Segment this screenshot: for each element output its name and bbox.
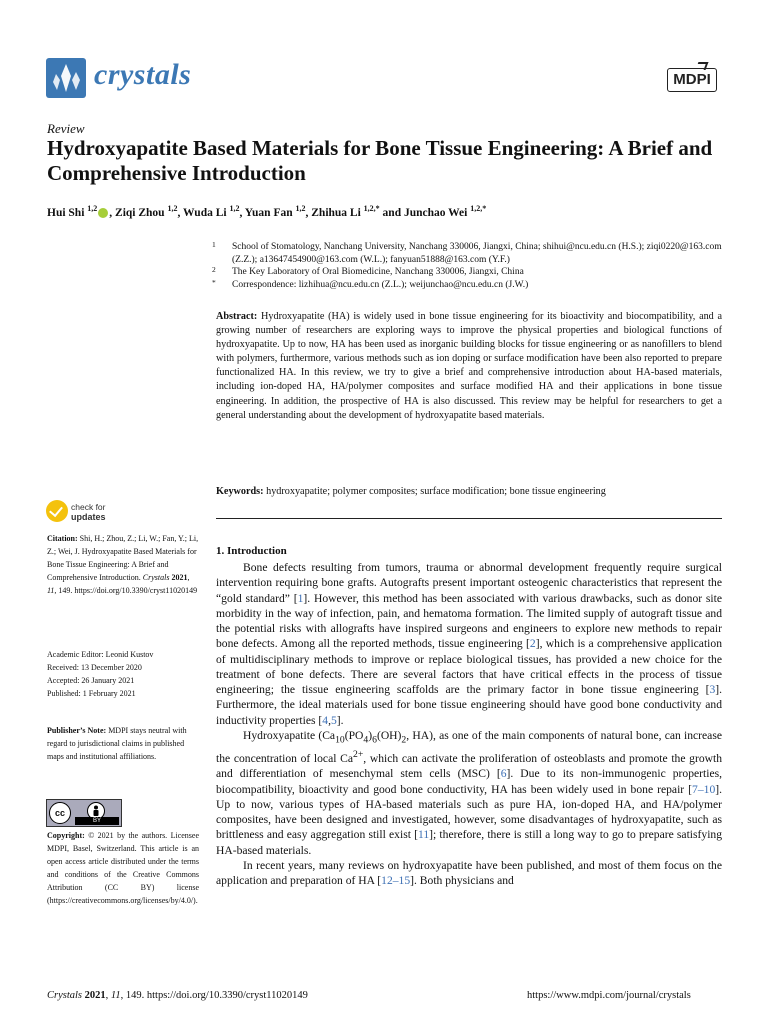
published-date: Published: 1 February 2021 <box>47 689 136 698</box>
citation-link[interactable]: 5 <box>330 713 337 727</box>
author-name[interactable]: Wuda Li <box>183 206 227 219</box>
author-name[interactable]: Zhihua Li <box>311 206 361 219</box>
text-run: ) <box>368 728 373 742</box>
author-name[interactable]: Junchao Wei <box>403 206 468 219</box>
affiliation-item <box>212 279 732 292</box>
affiliation-text: The Key Laboratory of Oral Biomedicine, Nanchang 330006, Jiangxi, China <box>232 267 524 277</box>
citation-year: 2021 <box>171 573 188 582</box>
author-affil-sup: 1,2 <box>229 204 240 213</box>
body-text <box>216 560 722 888</box>
affiliation-item <box>212 241 732 266</box>
citation-link[interactable]: 3 <box>709 683 716 696</box>
keywords-label: Keywords: <box>216 486 264 497</box>
text-run: , HA), as one of the main components of natural bone, can increase the concentration of local Ca <box>216 728 722 766</box>
author-affil-sup: 1,2 <box>87 204 98 213</box>
received-date: Received: 13 December 2020 <box>47 663 142 672</box>
footer-journal: Crystals <box>47 990 83 1001</box>
author-name[interactable]: Yuan Fan <box>244 206 293 219</box>
affiliation-mark: 1 <box>212 240 216 249</box>
crystal-icon <box>46 58 86 98</box>
author-name[interactable]: Ziqi Zhou <box>115 206 165 219</box>
citation-link[interactable]: 7–10 <box>692 782 716 796</box>
journal-name[interactable]: crystals <box>94 58 192 91</box>
subscript: 10 <box>335 734 345 746</box>
citation-label: Citation: <box>47 534 78 543</box>
footer-journal-url[interactable]: https://www.mdpi.com/journal/crystals <box>527 990 691 1001</box>
text-run: ]. Due to its non-immunogenic properties, biocompatibility, bioactivity and good bone conductivity, HA has been widely used in bone repair [ <box>216 767 723 796</box>
citation-link[interactable]: 4 <box>322 713 329 727</box>
text-run: ]. Both physicians and <box>410 874 514 888</box>
paragraph <box>216 858 722 889</box>
citation-link[interactable]: 12–15 <box>381 874 411 888</box>
citation-block: Citation: Shi, H.; Zhou, Z.; Li, W.; Fan, Y.; Li, Z.; Wei, J. Hydroxyapatite Based Materials for Bone Tissue Engineering: A Brief and Comprehensive Introduction. Crystals 2021, 11, 149. https://doi.org/10.3390/cryst11020149 <box>47 534 199 595</box>
text-run: ]. <box>336 713 344 727</box>
by-label: BY <box>75 817 119 825</box>
keywords <box>216 486 722 497</box>
text-run: In recent years, many reviews on hydroxyapatite have been published, and most of them focus on the application and preparation of HA [ <box>216 858 722 888</box>
author-affil-sup: 1,2 <box>167 204 178 213</box>
subscript: 2 <box>401 734 407 746</box>
affiliation-text: School of Stomatology, Nanchang University, Nanchang 330006, Jiangxi, China; shihui@ncu.edu.cn (H.S.); ziqi0220@163.com (Z.Z.); a13647454900@163.com (W.L.); fanyuan51888@163.com (Y.F.) <box>232 242 722 265</box>
superscript: 2+ <box>353 749 364 761</box>
citation-link[interactable]: 1 <box>297 591 304 605</box>
text-run: ]. Furthermore, the ideal materials used for bone tissue engineering should have good bone conductivity and inductivity properties [ <box>216 683 722 727</box>
citation-volume: 11 <box>47 586 55 595</box>
dates-block <box>47 648 199 700</box>
journal-logo-icon <box>46 58 86 98</box>
affiliation-item <box>212 266 732 279</box>
footer-year: 2021 <box>84 990 106 1001</box>
text-run: ]. Up to now, various types of HA-based materials such as pure HA, ion-doped HA, and HA/polymer composites, have been designed and investigated, however, some disadvantages of hydroxyapatite, such as brittleness and easy aggregation still exist [ <box>216 782 722 842</box>
citation-link[interactable]: 2 <box>529 637 536 651</box>
text-run: Hydroxyapatite (Ca <box>243 728 336 742</box>
text-run: , which can activate the proliferation of osteoblasts and promote the growth and differentiation of mesenchymal stem cells (MSC) [ <box>216 752 723 781</box>
check-for-updates-icon[interactable] <box>46 500 68 522</box>
article-title: Hydroxyapatite Based Materials for Bone Tissue Engineering: A Brief and Comprehensive Introduction <box>47 136 713 185</box>
accepted-date: Accepted: 26 January 2021 <box>47 676 135 685</box>
footer-citation: Crystals 2021, 11, 149. https://doi.org/10.3390/cryst11020149 <box>47 990 308 1001</box>
keywords-text: hydroxyapatite; polymer composites; surface modification; bone tissue engineering <box>266 486 606 497</box>
affiliation-mark: 2 <box>212 265 216 274</box>
author-affil-sup: 1,2 <box>295 204 306 213</box>
cc-icon: cc <box>49 802 71 824</box>
copyright-label: Copyright: <box>47 831 85 840</box>
affiliation-mark: * <box>212 277 216 287</box>
authors-and: and <box>382 206 402 219</box>
publisher-note-label: Publisher’s Note: <box>47 726 107 735</box>
citation-doi[interactable]: , 149. https://doi.org/10.3390/cryst11020149 <box>54 586 198 595</box>
check-for-updates-line2[interactable]: updates <box>71 512 106 522</box>
subscript: 6 <box>372 734 377 746</box>
author-list: Hui Shi $^{1,2}$ , Ziqi Zhou $^{1,2}$, Wuda Li $^{1,2}$, Yuan Fan $^{1,2}$, Zhihua Li $^{1,2,*}$ and Junchao Wei $^{1,2,*}$ <box>47 204 487 219</box>
cc-by-license-icon[interactable] <box>46 799 122 827</box>
divider <box>216 518 722 519</box>
check-for-updates-line1[interactable]: check for <box>71 502 106 512</box>
citation-text: Shi, H.; Zhou, Z.; Li, W.; Fan, Y.; Li, Z.; Wei, J. Hydroxyapatite Based Materials for Bone Tissue Engineering: A Brief and Comprehensive Introduction. <box>47 534 199 582</box>
text-run: ], which is a comprehensive application of multidisciplinary methods to improve or replace biological tissues, has provided a new choice for the treatment of bone defects. There are several factors that have critical effects in the process of tissue engineering; the tissue engineering scaffolds are the primary factor in bone tissue engineering [ <box>216 637 722 696</box>
author-name[interactable]: Hui Shi <box>47 206 85 219</box>
publisher-note <box>47 724 199 763</box>
citation-journal: Crystals <box>142 573 170 582</box>
text-run: (PO <box>344 728 364 742</box>
text-run: Bone defects resulting from tumors, trauma or abnormal development frequently require surgical intervention requiring bone grafts. Autografts present important osteogenic characteristics that represent the “gold standard” [ <box>216 561 722 605</box>
author-affil-sup: 1,2,* <box>363 204 380 213</box>
affiliation-text: Correspondence: lizhihua@ncu.edu.cn (Z.L.); weijunchao@ncu.edu.cn (J.W.) <box>232 279 529 290</box>
publisher-note-text: MDPI stays neutral with regard to jurisdictional claims in published maps and institutional affiliations. <box>47 726 187 761</box>
citation-link[interactable]: 11 <box>417 828 430 842</box>
section-heading: 1. Introduction <box>216 545 287 557</box>
copyright-block <box>47 829 199 907</box>
text-run: ]. However, this method has been associated with various drawbacks, such as donor site morbidity in the way of infection, pain, and hematoma formation. The limited supply of autograft tissue and the potential risks with allografts have inspired surgeons and engineers to explore new methods to repair bone defects. Among all the reported methods, tissue engineering [ <box>216 591 722 651</box>
abstract-text: Hydroxyapatite (HA) is widely used in bone tissue engineering for its bioactivity and biocompatibility, and a growing number of researchers are exploring ways to improve the physical properties and biological functions of hydroxyapatite. Up to now, HA has been used as inorganic building blocks for tissue engineering or as nanofillers to blend with polymers, furthermore, various methods such as ion doping or surface modification have been also reported to prepare functionalized HA. In this review, we try to give a brief and comprehensive introduction about HA-based materials, including ion-doped HA, HA/polymer composites and surface modified HA and their applications in bone tissue engineering. In addition, the prospective of HA is also discussed. This review may be helpful for researchers to get a general understanding about the development of hydroxyapatite based materials. <box>216 311 723 421</box>
footer-volume: 11 <box>110 990 121 1001</box>
text-run: ]; therefore, there is still a long way to go to prepare satisfying HA-based materials. <box>216 828 723 857</box>
academic-editor: Academic Editor: Leonid Kustov <box>47 650 154 659</box>
abstract-label: Abstract: <box>216 311 258 322</box>
text-run: , <box>328 713 331 727</box>
paragraph <box>216 560 722 728</box>
citation-link[interactable]: 6 <box>500 767 507 781</box>
abstract <box>216 310 722 423</box>
paragraph <box>216 728 722 858</box>
orcid-icon[interactable] <box>98 208 108 218</box>
subscript: 4 <box>363 734 369 746</box>
author-affil-sup: 1,2,* <box>470 204 487 213</box>
footer-doi[interactable]: , 149. https://doi.org/10.3390/cryst11020149 <box>120 990 308 1001</box>
copyright-text: © 2021 by the authors. Licensee MDPI, Basel, Switzerland. This article is an open access article distributed under the terms and conditions of the Creative Commons Attribution (CC BY) license (https://creativecommons.org/licenses/by/4.0/). <box>47 831 200 905</box>
article-type: Review <box>47 121 85 136</box>
publisher-logo[interactable]: MDPI <box>667 68 717 92</box>
affiliations <box>212 241 732 291</box>
text-run: (OH) <box>376 728 402 742</box>
